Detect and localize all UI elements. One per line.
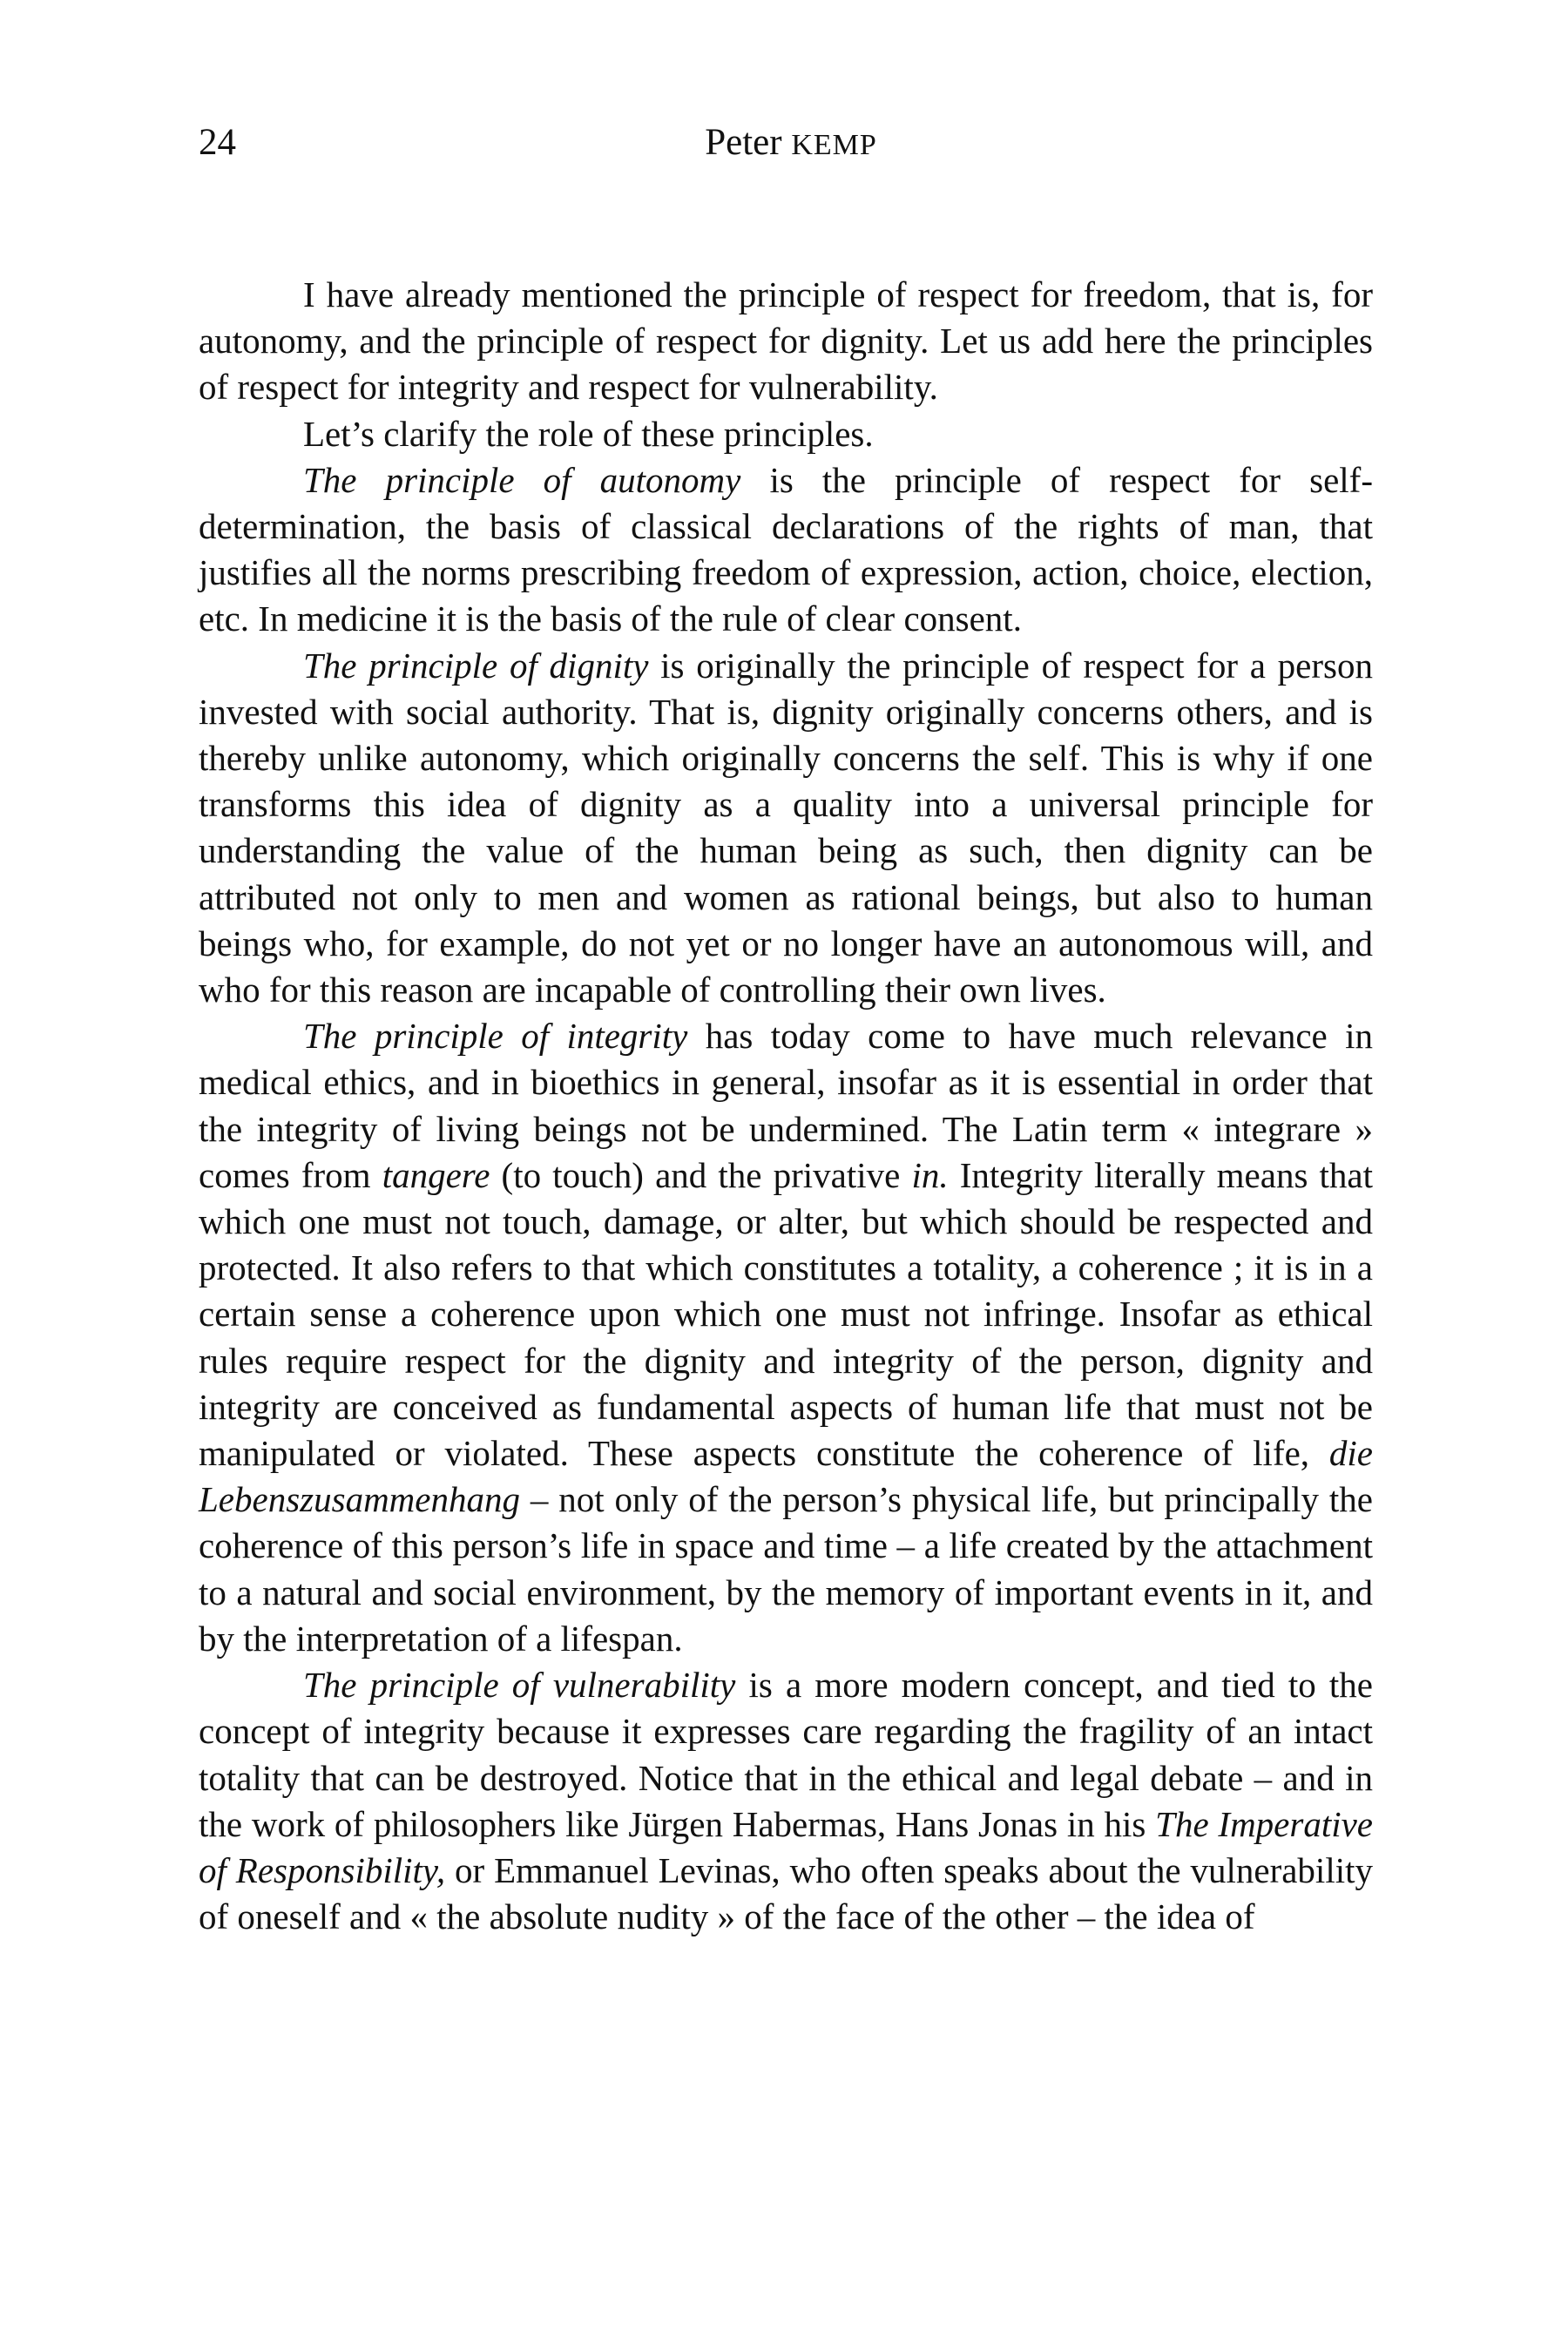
paragraph-autonomy <box>199 457 1373 643</box>
running-head-author-caps: KEMP <box>791 129 877 161</box>
term-in: in. <box>911 1154 949 1195</box>
paragraph-vulnerability-text-b: or Emmanuel Levinas, who often speaks about the vulnerability of oneself and « the absolute nudity » of the face of the other – the idea of <box>199 1849 1373 1937</box>
term-autonomy: The principle of autonomy <box>303 459 741 500</box>
page-number: 24 <box>199 122 236 163</box>
paragraph-1: I have already mentioned the principle of respect for freedom, that is, for autonomy, and the principle of respect for dignity. Let us add here the principles of respect for integrity and respect for vulnerability. <box>199 274 1373 408</box>
paragraph-integrity-text-b: (to touch) and the privative <box>490 1154 912 1195</box>
page-header <box>199 117 1383 169</box>
paragraph-integrity-text-c: Integrity literally means that which one must not touch, damage, or alter, but which should be respected and protected. It also refers to that which constitutes a totality, a coherence ; it is in a certain sense a coherence upon which one must not infringe. Insofar as ethical rules require respect for the dignity and integrity of the person, dignity and integrity are conceived as fundamental aspects of human life that must not be manipulated or violated. These aspects constitute the coherence of life, <box>199 1154 1373 1474</box>
paragraph-integrity-text-d: – not only of the person’s physical life, but principally the coherence of this person’s life in space and time – a life created by the attachment to a natural and social environment, by the memory of important events in it, and by the interpretation of a lifespan. <box>199 1479 1373 1659</box>
term-integrity: The principle of integrity <box>303 1016 688 1057</box>
running-head-author-first: Peter <box>705 122 792 163</box>
paragraph-integrity-text-a: has today come to have much relevance in medical ethics, and in bioethics in general, insofar as it is essential in order that the integrity of living beings not be undermined. The Latin term « integrare » comes from <box>199 1016 1373 1195</box>
paragraph-dignity-text: is originally the principle of respect for a person invested with social authority. That is, dignity originally concerns others, and is thereby unlike autonomy, which originally concerns the self. This is why if one transforms this idea of dignity as a quality into a universal principle for understanding the value of the human being as such, then dignity can be attributed not only to men and women as rational beings, but also to human beings who, for example, do not yet or no longer have an autonomous will, and who for this reason are incapable of controlling their own lives. <box>199 645 1373 1010</box>
book-title: The Imperative of Responsibility, <box>199 1803 1374 1890</box>
paragraph-autonomy-text: is the principle of respect for self-determination, the basis of classical declarations of the rights of man, that justifies all the norms prescribing freedom of expression, action, choice, election, etc. In medicine it is the basis of the rule of clear consent. <box>199 459 1373 639</box>
term-lebenszusammenhang: die Lebenszusammenhang <box>199 1433 1373 1520</box>
term-tangere: tangere <box>382 1154 490 1195</box>
paragraph-vulnerability <box>199 1662 1373 1940</box>
paragraph-vulnerability-text-a: is a more modern concept, and tied to the concept of integrity because it expresses care regarding the fragility of an intact totality that can be destroyed. Notice that in the ethical and legal debate – and in the work of philosophers like Jürgen Habermas, Hans Jonas in his <box>199 1665 1374 1844</box>
body-text <box>199 272 1373 1940</box>
paragraph-dignity <box>199 643 1373 1014</box>
term-vulnerability: The principle of vulnerability <box>303 1665 736 1706</box>
paragraph-2: Let’s clarify the role of these principles. <box>303 413 874 454</box>
paragraph-integrity <box>199 1013 1373 1662</box>
term-dignity: The principle of dignity <box>303 645 649 686</box>
running-head <box>199 117 1383 172</box>
